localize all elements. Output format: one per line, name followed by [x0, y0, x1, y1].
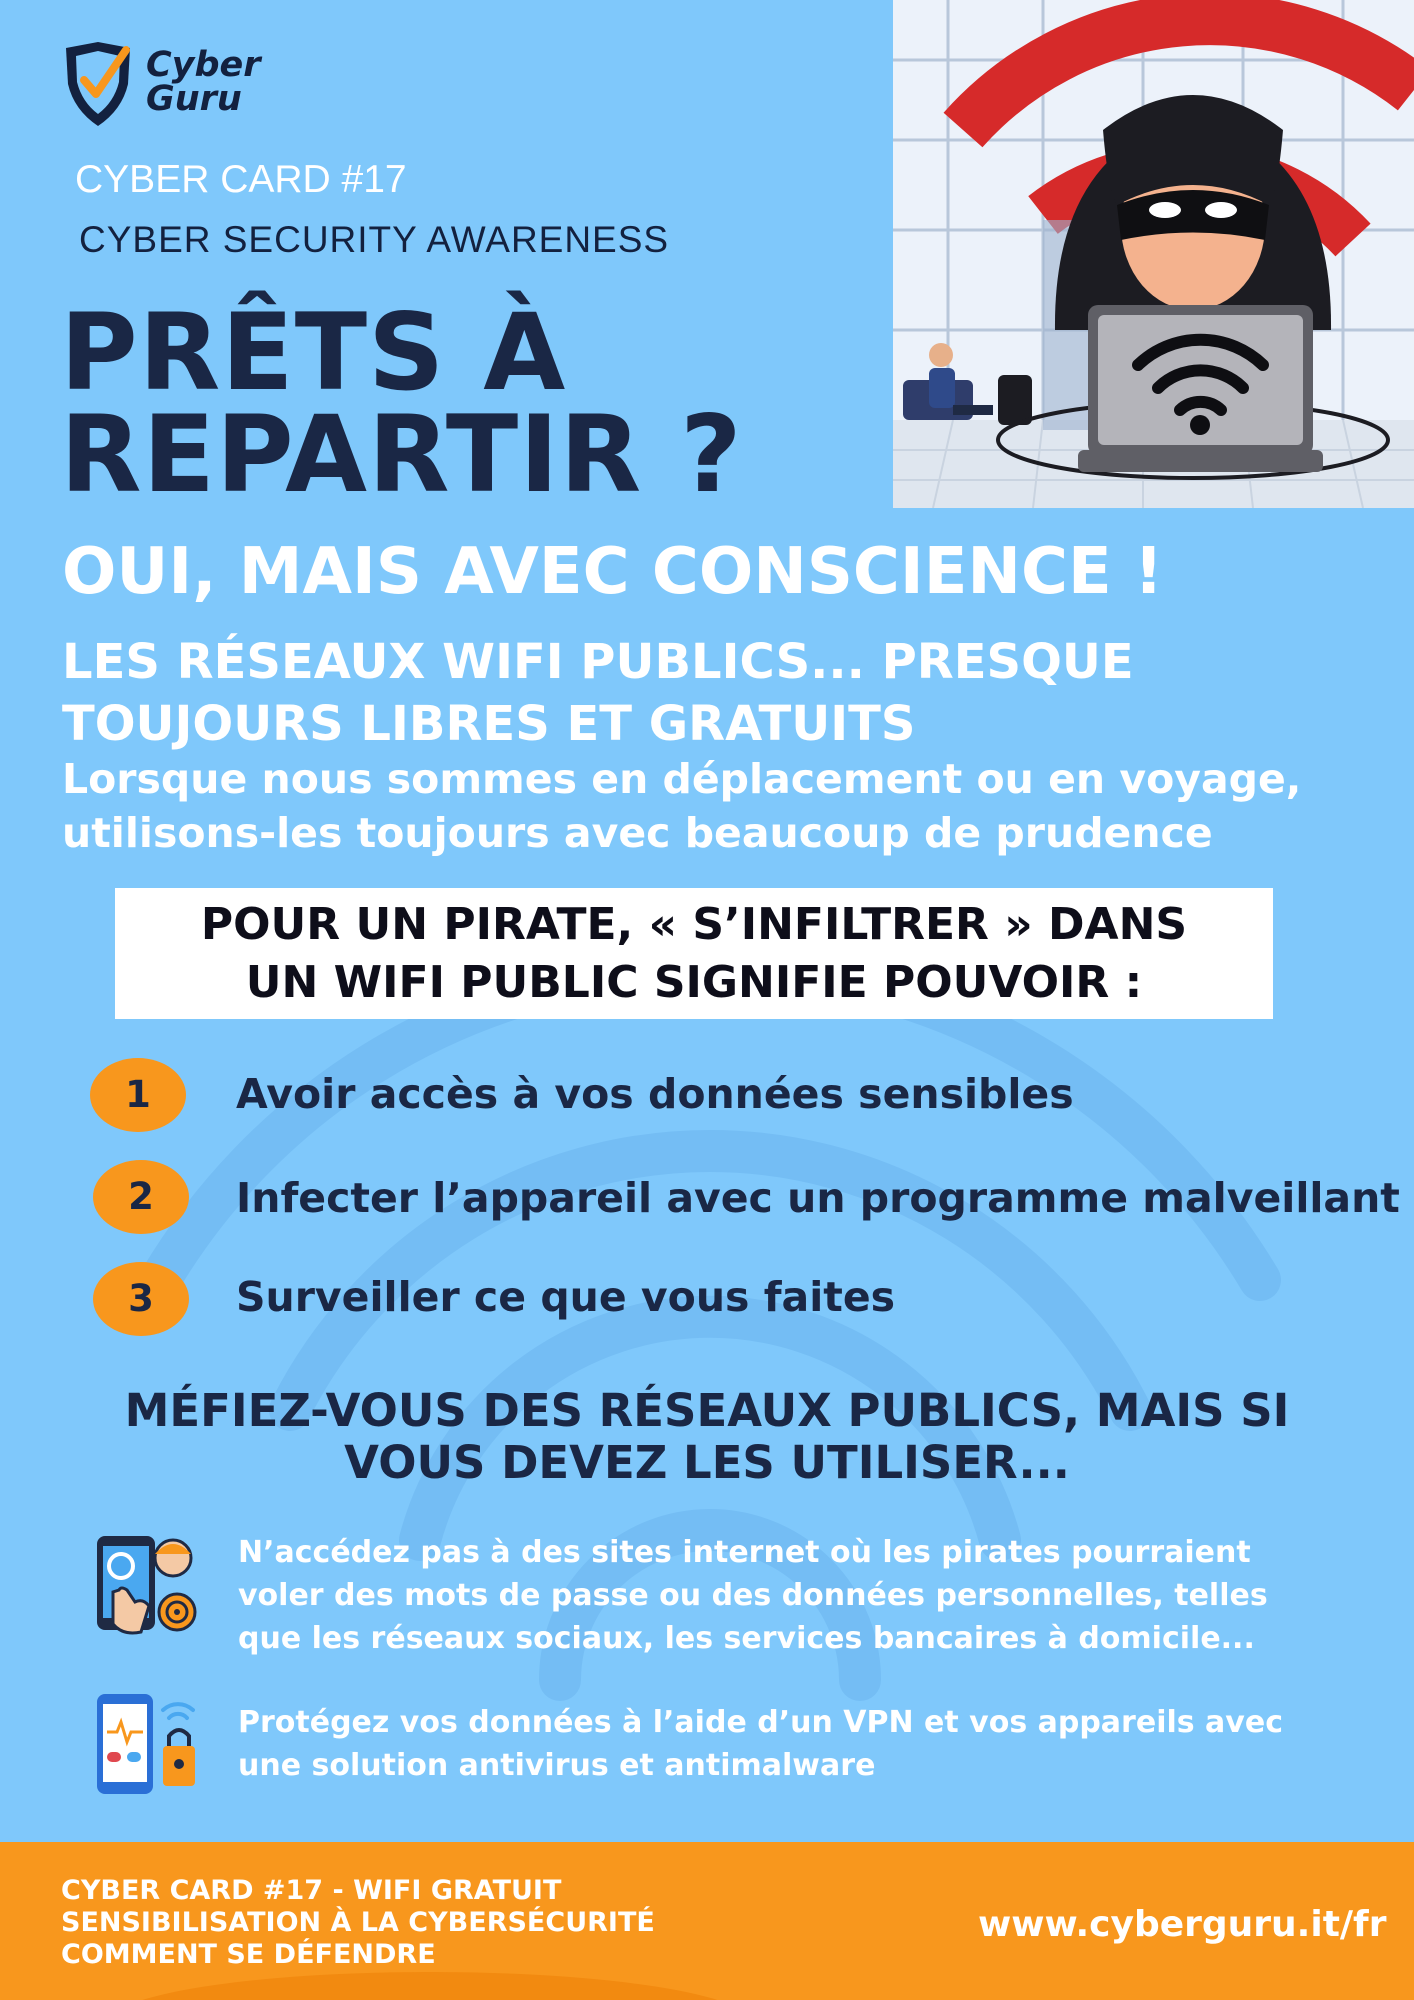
list-item: Surveiller ce que vous faites	[236, 1273, 896, 1321]
card-number: CYBER CARD #17	[75, 158, 407, 201]
phone-fingerprint-icon	[93, 1532, 199, 1638]
tip-line: une solution antivirus et antimalware	[238, 1748, 876, 1783]
footer-line-1: CYBER CARD #17 - WIFI GRATUIT	[61, 1875, 562, 1906]
list-item: Infecter l’appareil avec un programme malveillant	[236, 1174, 1400, 1222]
title-line-2: REPARTIR ?	[60, 393, 743, 516]
tip-line: Protégez vos données à l’aide d’un VPN et vos appareils avec	[238, 1705, 1283, 1740]
page-title	[60, 291, 743, 516]
warning-line-2: VOUS DEVEZ LES UTILISER...	[344, 1436, 1070, 1489]
tip-line: N’accédez pas à des sites internet où les pirates pourraient	[238, 1535, 1251, 1570]
warning-heading	[0, 1385, 1414, 1489]
list-item: Avoir accès à vos données sensibles	[236, 1070, 1074, 1118]
list-number-badge: 1	[90, 1058, 186, 1132]
intro-body	[62, 752, 1301, 860]
footer-info	[61, 1875, 655, 1971]
list-number-badge: 3	[93, 1262, 189, 1336]
tip-text	[238, 1701, 1283, 1787]
tip-text	[238, 1531, 1268, 1660]
footer-line-2: SENSIBILISATION À LA CYBERSÉCURITÉ	[61, 1907, 655, 1938]
hacker-illustration	[893, 0, 1414, 508]
networks-heading	[62, 631, 1134, 755]
phone-lock-icon	[93, 1692, 199, 1798]
awareness-subtitle: CYBER SECURITY AWARENESS	[79, 219, 670, 260]
logo-wordmark	[146, 45, 261, 119]
pirate-box-line-2: UN WIFI PUBLIC SIGNIFIE POUVOIR :	[245, 957, 1143, 1008]
pirate-box-line-1: POUR UN PIRATE, « S’INFILTRER » DANS	[200, 899, 1188, 950]
tip-line: que les réseaux sociaux, les services bancaires à domicile...	[238, 1621, 1255, 1656]
website-link[interactable]: www.cyberguru.it/fr	[978, 1904, 1387, 1945]
list-number-badge: 2	[93, 1160, 189, 1234]
footer	[0, 1842, 1414, 2000]
networks-line-2: TOUJOURS LIBRES ET GRATUITS	[62, 696, 916, 752]
intro-body-line-1: Lorsque nous sommes en déplacement ou en voyage,	[62, 755, 1302, 803]
logo-line-1: Cyber	[146, 45, 261, 85]
title-line-1: PRÊTS À	[60, 291, 567, 414]
footer-line-3: COMMENT SE DÉFENDRE	[61, 1939, 436, 1970]
headline: OUI, MAIS AVEC CONSCIENCE !	[62, 535, 1164, 609]
intro-body-line-2: utilisons-les toujours avec beaucoup de prudence	[62, 809, 1213, 857]
tip-line: voler des mots de passe ou des données personnelles, telles	[238, 1578, 1268, 1613]
logo-line-2: Guru	[146, 79, 242, 119]
networks-line-1: LES RÉSEAUX WIFI PUBLICS... PRESQUE	[62, 634, 1134, 690]
pirate-box	[115, 888, 1273, 1019]
warning-line-1: MÉFIEZ-VOUS DES RÉSEAUX PUBLICS, MAIS SI	[124, 1384, 1290, 1437]
